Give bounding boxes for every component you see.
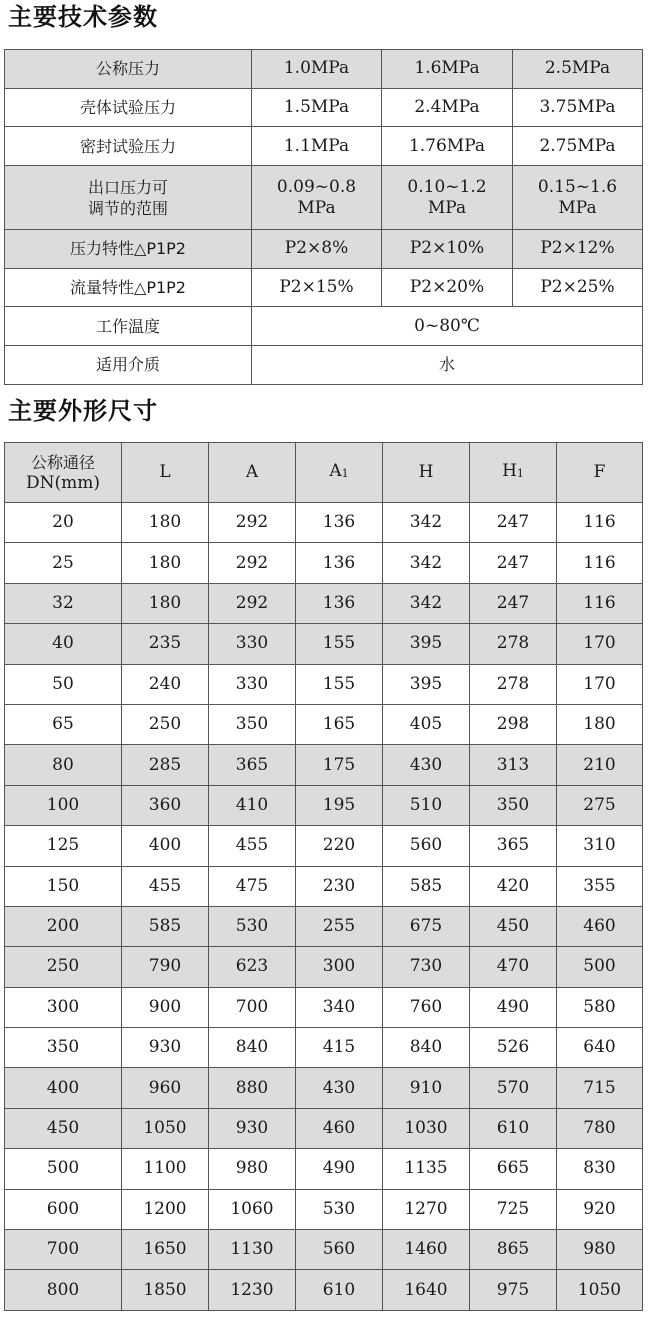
table-row <box>5 1270 643 1310</box>
dims-header-cell: H <box>383 443 470 503</box>
table-cell: 790 <box>122 947 209 987</box>
table-cell: 350 <box>470 785 557 825</box>
table-row <box>5 745 643 785</box>
table-cell: 1200 <box>122 1189 209 1229</box>
table-cell: 292 <box>209 583 296 623</box>
table-cell: 610 <box>470 1108 557 1148</box>
table-cell: 240 <box>122 664 209 704</box>
table-row <box>5 1149 643 1189</box>
table-cell: 360 <box>122 785 209 825</box>
table-cell: 313 <box>470 745 557 785</box>
spec-row-label: 密封试验压力 <box>5 127 252 166</box>
table-row <box>5 503 643 543</box>
table-cell: 250 <box>5 947 122 987</box>
table-cell: 180 <box>557 704 643 744</box>
spec-table <box>4 49 643 385</box>
spec-cell <box>382 166 513 230</box>
table-cell: 930 <box>209 1108 296 1148</box>
spec-cell-line: MPa <box>297 197 336 218</box>
dims-header-sub: 1 <box>516 467 524 480</box>
table-cell: 510 <box>383 785 470 825</box>
table-row <box>5 1189 643 1229</box>
table-cell: 116 <box>557 583 643 623</box>
table-row <box>5 987 643 1027</box>
table-cell: 1050 <box>122 1108 209 1148</box>
spec-cell-line: MPa <box>427 197 467 218</box>
dims-header-cell <box>470 443 557 503</box>
spec-cell: P2×10% <box>382 230 513 269</box>
table-cell: 1230 <box>209 1270 296 1310</box>
spec-row <box>5 346 643 385</box>
spec-row <box>5 307 643 346</box>
table-cell: 600 <box>5 1189 122 1229</box>
table-cell: 960 <box>122 1068 209 1108</box>
spec-row-label <box>5 166 252 230</box>
table-cell: 342 <box>383 543 470 583</box>
spec-cell: 2.75MPa <box>513 127 643 166</box>
table-cell: 840 <box>209 1028 296 1068</box>
spec-cell: 3.75MPa <box>513 88 643 127</box>
table-cell: 700 <box>5 1230 122 1270</box>
table-row <box>5 624 643 664</box>
table-cell: 180 <box>122 503 209 543</box>
table-cell: 580 <box>557 987 643 1027</box>
spec-cell: P2×15% <box>252 268 382 307</box>
table-cell: 195 <box>296 785 383 825</box>
table-cell: 460 <box>296 1108 383 1148</box>
table-cell: 570 <box>470 1068 557 1108</box>
spec-row-label: 流量特性△P1P2 <box>5 268 252 307</box>
table-cell: 560 <box>296 1230 383 1270</box>
spec-cell-line: 0.09~0.8 <box>276 176 357 197</box>
spec-cell-line: 0.15~1.6 <box>537 176 618 197</box>
spec-cell: 2.4MPa <box>382 88 513 127</box>
table-cell: 585 <box>383 866 470 906</box>
table-cell: 430 <box>296 1068 383 1108</box>
table-cell: 136 <box>296 583 383 623</box>
table-cell: 780 <box>557 1108 643 1148</box>
table-cell: 623 <box>209 947 296 987</box>
table-cell: 490 <box>470 987 557 1027</box>
table-cell: 342 <box>383 503 470 543</box>
spec-row <box>5 166 643 230</box>
table-cell: 247 <box>470 503 557 543</box>
dims-header-line: DN(mm) <box>25 472 100 493</box>
table-cell: 247 <box>470 543 557 583</box>
table-cell: 275 <box>557 785 643 825</box>
table-cell: 342 <box>383 583 470 623</box>
table-cell: 50 <box>5 664 122 704</box>
spec-row-label: 壳体试验压力 <box>5 88 252 127</box>
table-cell: 170 <box>557 624 643 664</box>
table-row <box>5 947 643 987</box>
spec-label-line: 调节的范围 <box>87 198 168 218</box>
table-row <box>5 1028 643 1068</box>
dims-header-cell <box>296 443 383 503</box>
spec-label-line: 出口压力可 <box>87 177 168 197</box>
table-cell: 475 <box>209 866 296 906</box>
dims-header-dn <box>5 443 122 503</box>
table-cell: 840 <box>383 1028 470 1068</box>
table-cell: 500 <box>557 947 643 987</box>
table-cell: 400 <box>122 826 209 866</box>
spec-cell: P2×12% <box>513 230 643 269</box>
table-cell: 165 <box>296 704 383 744</box>
table-cell: 450 <box>470 906 557 946</box>
table-cell: 460 <box>557 906 643 946</box>
table-cell: 230 <box>296 866 383 906</box>
table-cell: 405 <box>383 704 470 744</box>
table-cell: 300 <box>5 987 122 1027</box>
table-cell: 155 <box>296 664 383 704</box>
table-cell: 350 <box>209 704 296 744</box>
spec-cell <box>513 166 643 230</box>
dims-header-cell: L <box>122 443 209 503</box>
dims-header-line: 公称通径 <box>30 452 95 472</box>
table-cell: 200 <box>5 906 122 946</box>
table-cell: 1130 <box>209 1230 296 1270</box>
table-row <box>5 906 643 946</box>
table-cell: 32 <box>5 583 122 623</box>
table-cell: 585 <box>122 906 209 946</box>
spec-cell <box>252 166 382 230</box>
table-cell: 700 <box>209 987 296 1027</box>
table-cell: 365 <box>209 745 296 785</box>
table-cell: 25 <box>5 543 122 583</box>
table-cell: 300 <box>296 947 383 987</box>
table-cell: 725 <box>470 1189 557 1229</box>
table-cell: 310 <box>557 826 643 866</box>
spec-row-label: 压力特性△P1P2 <box>5 230 252 269</box>
table-cell: 410 <box>209 785 296 825</box>
table-cell: 760 <box>383 987 470 1027</box>
table-cell: 1135 <box>383 1149 470 1189</box>
table-cell: 865 <box>470 1230 557 1270</box>
table-cell: 980 <box>209 1149 296 1189</box>
table-cell: 247 <box>470 583 557 623</box>
table-cell: 210 <box>557 745 643 785</box>
table-cell: 920 <box>557 1189 643 1229</box>
table-cell: 1050 <box>557 1270 643 1310</box>
table-cell: 292 <box>209 543 296 583</box>
spec-header-cell: 2.5MPa <box>513 50 643 89</box>
spec-row <box>5 127 643 166</box>
table-cell: 930 <box>122 1028 209 1068</box>
table-cell: 526 <box>470 1028 557 1068</box>
table-cell: 1100 <box>122 1149 209 1189</box>
table-cell: 430 <box>383 745 470 785</box>
table-cell: 730 <box>383 947 470 987</box>
table-cell: 278 <box>470 664 557 704</box>
table-row <box>5 785 643 825</box>
table-cell: 255 <box>296 906 383 946</box>
table-cell: 1270 <box>383 1189 470 1229</box>
table-cell: 560 <box>383 826 470 866</box>
table-cell: 395 <box>383 664 470 704</box>
table-cell: 330 <box>209 624 296 664</box>
table-cell: 880 <box>209 1068 296 1108</box>
table-cell: 1640 <box>383 1270 470 1310</box>
table-cell: 180 <box>122 543 209 583</box>
table-cell: 220 <box>296 826 383 866</box>
table-cell: 1460 <box>383 1230 470 1270</box>
spec-cell: 1.5MPa <box>252 88 382 127</box>
table-row <box>5 866 643 906</box>
table-cell: 1850 <box>122 1270 209 1310</box>
table-cell: 675 <box>383 906 470 946</box>
table-cell: 278 <box>470 624 557 664</box>
table-cell: 420 <box>470 866 557 906</box>
table-cell: 125 <box>5 826 122 866</box>
table-cell: 150 <box>5 866 122 906</box>
table-cell: 65 <box>5 704 122 744</box>
spec-cell: P2×20% <box>382 268 513 307</box>
table-cell: 180 <box>122 583 209 623</box>
table-cell: 610 <box>296 1270 383 1310</box>
table-cell: 830 <box>557 1149 643 1189</box>
dims-header-cell: A <box>209 443 296 503</box>
table-cell: 530 <box>296 1189 383 1229</box>
spec-header-label: 公称压力 <box>5 50 252 89</box>
spec-cell: 1.76MPa <box>382 127 513 166</box>
table-cell: 1650 <box>122 1230 209 1270</box>
spec-cell-wide: 水 <box>252 346 643 385</box>
spec-header-cell: 1.0MPa <box>252 50 382 89</box>
dims-body <box>5 503 643 1311</box>
spec-row-label: 适用介质 <box>5 346 252 385</box>
table-cell: 1030 <box>383 1108 470 1148</box>
spec-cell-line: 0.10~1.2 <box>407 176 487 197</box>
table-cell: 715 <box>557 1068 643 1108</box>
table-cell: 136 <box>296 503 383 543</box>
dims-header-main: H <box>502 461 517 481</box>
table-row <box>5 664 643 704</box>
table-cell: 80 <box>5 745 122 785</box>
spec-cell: P2×8% <box>252 230 382 269</box>
table-cell: 330 <box>209 664 296 704</box>
table-cell: 900 <box>122 987 209 1027</box>
dims-header-cell: F <box>557 443 643 503</box>
table-row <box>5 1108 643 1148</box>
table-cell: 400 <box>5 1068 122 1108</box>
table-row <box>5 543 643 583</box>
table-cell: 665 <box>470 1149 557 1189</box>
table-cell: 455 <box>122 866 209 906</box>
table-cell: 355 <box>557 866 643 906</box>
table-cell: 136 <box>296 543 383 583</box>
spec-row <box>5 230 643 269</box>
section-title-dimensions: 主要外形尺寸 <box>8 397 158 425</box>
table-cell: 298 <box>470 704 557 744</box>
table-cell: 640 <box>557 1028 643 1068</box>
table-cell: 250 <box>122 704 209 744</box>
table-cell: 470 <box>470 947 557 987</box>
table-cell: 116 <box>557 503 643 543</box>
table-cell: 20 <box>5 503 122 543</box>
table-cell: 450 <box>5 1108 122 1148</box>
table-cell: 340 <box>296 987 383 1027</box>
table-cell: 155 <box>296 624 383 664</box>
spec-header-cell: 1.6MPa <box>382 50 513 89</box>
table-row <box>5 1230 643 1270</box>
spec-cell: P2×25% <box>513 268 643 307</box>
spec-cell: 1.1MPa <box>252 127 382 166</box>
table-cell: 500 <box>5 1149 122 1189</box>
table-cell: 292 <box>209 503 296 543</box>
table-cell: 455 <box>209 826 296 866</box>
table-cell: 235 <box>122 624 209 664</box>
spec-header-row <box>5 50 643 89</box>
spec-row-label: 工作温度 <box>5 307 252 346</box>
dims-header-main: A <box>329 461 342 481</box>
dims-header-row <box>5 443 643 503</box>
table-cell: 395 <box>383 624 470 664</box>
table-cell: 530 <box>209 906 296 946</box>
table-cell: 980 <box>557 1230 643 1270</box>
table-row <box>5 704 643 744</box>
spec-cell-wide: 0~80℃ <box>252 307 643 346</box>
table-cell: 415 <box>296 1028 383 1068</box>
table-cell: 170 <box>557 664 643 704</box>
table-cell: 975 <box>470 1270 557 1310</box>
table-cell: 40 <box>5 624 122 664</box>
dimensions-table <box>4 442 643 1311</box>
table-cell: 800 <box>5 1270 122 1310</box>
table-cell: 116 <box>557 543 643 583</box>
table-cell: 910 <box>383 1068 470 1108</box>
table-cell: 175 <box>296 745 383 785</box>
spec-row <box>5 268 643 307</box>
spec-cell-line: MPa <box>558 197 597 218</box>
table-row <box>5 826 643 866</box>
table-cell: 350 <box>5 1028 122 1068</box>
table-cell: 100 <box>5 785 122 825</box>
table-row <box>5 583 643 623</box>
section-title-specs: 主要技术参数 <box>8 3 158 31</box>
table-row <box>5 1068 643 1108</box>
spec-row <box>5 88 643 127</box>
table-cell: 285 <box>122 745 209 785</box>
table-cell: 1060 <box>209 1189 296 1229</box>
dims-header-sub: 1 <box>341 467 349 480</box>
table-cell: 490 <box>296 1149 383 1189</box>
table-cell: 365 <box>470 826 557 866</box>
